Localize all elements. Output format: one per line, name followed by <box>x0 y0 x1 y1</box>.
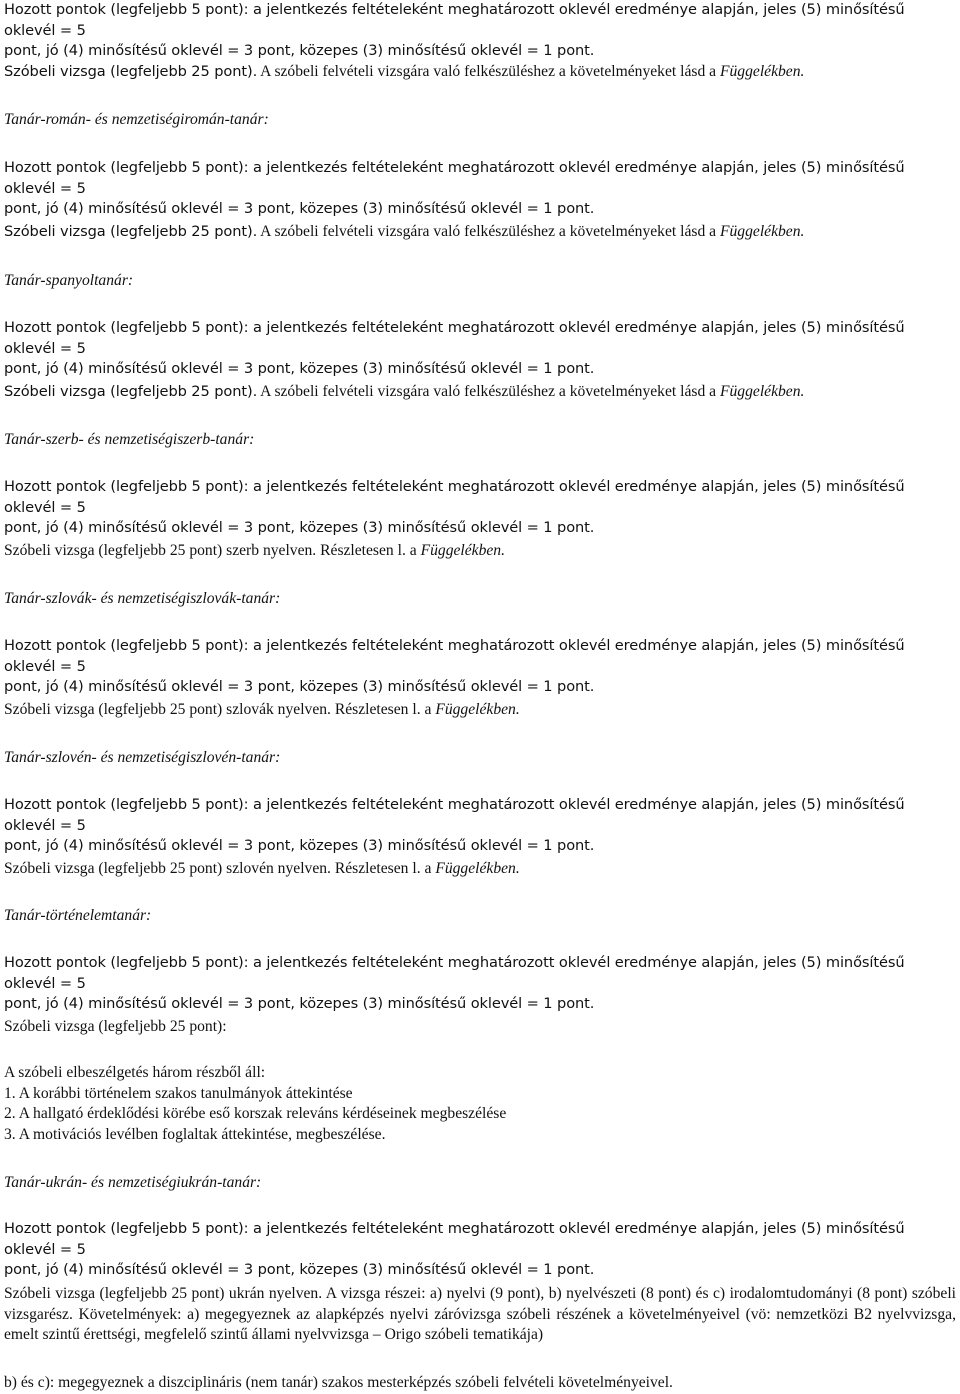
hozott-line-1: Hozott pontok (legfeljebb 5 pont): a jelentkezés feltételeként meghatározott oklevél eredménye alapján, jeles (5) minősítésű oklevél = 5 <box>4 319 905 357</box>
section-szloven <box>4 748 956 769</box>
szlovak-hozott <box>4 636 956 698</box>
ukran-final-paragraph: b) és c): megegyeznek a diszciplináris (nem tanár) szakos mesterképzés szóbeli felvételi követelményeivel. <box>4 1374 673 1391</box>
hozott-line-2: pont, jó (4) minősítésű oklevél = 3 pont, közepes (3) minősítésű oklevél = 1 pont. <box>4 200 595 217</box>
list-item: 3. A motivációs levélben foglaltak áttekintése, megbeszélése. <box>4 1125 386 1143</box>
section-szlovak <box>4 589 956 610</box>
hozott-pontok-paragraph <box>4 318 956 380</box>
szerb-hozott <box>4 477 956 539</box>
szobeli-paragraph <box>4 1017 956 1038</box>
section-szerb <box>4 430 956 451</box>
szobeli-prefix: Szóbeli vizsga (legfeljebb 25 pont). <box>4 223 258 240</box>
szobeli-exam: Szóbeli vizsga (legfeljebb 25 pont): <box>4 1018 227 1035</box>
tortenelem-hozott <box>4 953 956 1015</box>
section-title-spanyol: Tanár-spanyoltanár: <box>4 272 134 289</box>
list-intro: A szóbeli elbeszélgetés három részből áll: <box>4 1064 266 1081</box>
hozott-pontok-paragraph <box>4 953 956 1015</box>
hozott-line-1: Hozott pontok (legfeljebb 5 pont): a jelentkezés feltételeként meghatározott oklevél eredménye alapján, jeles (5) minősítésű oklevél = 5 <box>4 159 905 197</box>
fuggelek-ref: Függelékben. <box>435 701 520 718</box>
hozott-pontok-paragraph <box>4 477 956 539</box>
section-ukran <box>4 1173 956 1194</box>
szobeli-prefix: Szóbeli vizsga (legfeljebb 25 pont). <box>4 63 258 80</box>
hozott-line-2: pont, jó (4) minősítésű oklevél = 3 pont, közepes (3) minősítésű oklevél = 1 pont. <box>4 678 595 695</box>
szobeli-rest: A szóbeli felvételi vizsgára való felkészüléshez a követelményeket lásd a <box>257 383 720 400</box>
fuggelek-ref: Függelékben. <box>420 542 506 559</box>
hozott-pontok-paragraph <box>4 1219 956 1281</box>
section-title-roman: Tanár-román- és nemzetiségiromán-tanár: <box>4 111 269 128</box>
block-intro <box>4 0 956 62</box>
tortenelem-list-block <box>4 1063 956 1145</box>
ukran-exam <box>4 1284 956 1346</box>
hozott-line-2: pont, jó (4) minősítésű oklevél = 3 pont, közepes (3) minősítésű oklevél = 1 pont. <box>4 519 595 536</box>
szobeli-prefix: Szóbeli vizsga (legfeljebb 25 pont). <box>4 383 258 400</box>
section-title-tortenelem: Tanár-történelemtanár: <box>4 907 152 924</box>
szobeli-paragraph <box>4 700 956 721</box>
szloven-exam <box>4 859 956 880</box>
list-item: 2. A hallgató érdeklődési körébe eső korszak releváns kérdéseinek megbeszélése <box>4 1105 507 1122</box>
hozott-pontok-paragraph <box>4 795 956 857</box>
hozott-pontok-paragraph <box>4 158 956 220</box>
ukran-hozott <box>4 1219 956 1281</box>
section-roman <box>4 110 956 131</box>
szerb-exam <box>4 541 956 562</box>
fuggelek-ref: Függelékben. <box>435 860 520 877</box>
szobeli-rest: A szóbeli felvételi vizsgára való felkészüléshez a követelményeket lásd a <box>257 223 720 240</box>
reszletesen-text: Részletesen l. a <box>330 701 436 718</box>
hozott-line-1: Hozott pontok (legfeljebb 5 pont): a jelentkezés feltételeként meghatározott oklevél eredménye alapján, jeles (5) minősítésű oklevél = 5 <box>4 954 905 992</box>
hozott-line-2: pont, jó (4) minősítésű oklevél = 3 pont, közepes (3) minősítésű oklevél = 1 pont. <box>4 42 595 59</box>
szobeli-exam: Szóbeli vizsga (legfeljebb 25 pont) szerb nyelven. <box>4 542 317 559</box>
reszletesen-text: Részletesen l. a <box>316 542 421 559</box>
hozott-line-1: Hozott pontok (legfeljebb 5 pont): a jelentkezés feltételeként meghatározott oklevél eredménye alapján, jeles (5) minősítésű oklevél = 5 <box>4 796 905 834</box>
hozott-pontok-paragraph <box>4 0 956 62</box>
section-title-szerb: Tanár-szerb- és nemzetiségiszerb-tanár: <box>4 431 255 448</box>
tortenelem-exam <box>4 1017 956 1038</box>
szobeli-paragraph <box>4 541 956 562</box>
szobeli-paragraph <box>4 62 956 83</box>
section-tortenelem <box>4 906 956 927</box>
hozott-line-2: pont, jó (4) minősítésű oklevél = 3 pont, közepes (3) minősítésű oklevél = 1 pont. <box>4 837 595 854</box>
szloven-hozott <box>4 795 956 857</box>
spanyol-exam <box>4 382 956 403</box>
section-spanyol <box>4 271 956 292</box>
hozott-line-1: Hozott pontok (legfeljebb 5 pont): a jelentkezés feltételeként meghatározott oklevél eredménye alapján, jeles (5) minősítésű oklevél = 5 <box>4 637 905 675</box>
ukran-exam-part1: Szóbeli vizsga (legfeljebb 25 pont) ukrán nyelven. <box>4 1285 323 1302</box>
szobeli-paragraph <box>4 859 956 880</box>
section-title-szlovak: Tanár-szlovák- és nemzetiségiszlovák-tanár: <box>4 590 281 607</box>
roman-exam <box>4 222 956 243</box>
list-item: 1. A korábbi történelem szakos tanulmányok áttekintése <box>4 1084 353 1102</box>
fuggelek-ref: Függelékben. <box>719 383 805 400</box>
szobeli-paragraph <box>4 382 956 403</box>
szobeli-paragraph <box>4 222 956 243</box>
block-intro-exam <box>4 62 956 83</box>
hozott-line-2: pont, jó (4) minősítésű oklevél = 3 pont, közepes (3) minősítésű oklevél = 1 pont. <box>4 995 595 1012</box>
fuggelek-ref: Függelékben. <box>719 63 805 80</box>
ukran-final <box>4 1373 956 1394</box>
roman-hozott <box>4 158 956 220</box>
szobeli-exam: Szóbeli vizsga (legfeljebb 25 pont) szlovén nyelven. <box>4 860 331 877</box>
section-title-szloven: Tanár-szlovén- és nemzetiségiszlovén-tanár: <box>4 749 281 766</box>
reszletesen-text: Részletesen l. a <box>330 860 436 877</box>
szobeli-rest: A szóbeli felvételi vizsgára való felkészüléshez a követelményeket lásd a <box>257 63 720 80</box>
hozott-line-2: pont, jó (4) minősítésű oklevél = 3 pont, közepes (3) minősítésű oklevél = 1 pont. <box>4 360 595 377</box>
hozott-pontok-paragraph <box>4 636 956 698</box>
szlovak-exam <box>4 700 956 721</box>
hozott-line-2: pont, jó (4) minősítésű oklevél = 3 pont, közepes (3) minősítésű oklevél = 1 pont. <box>4 1261 595 1278</box>
hozott-line-1: Hozott pontok (legfeljebb 5 pont): a jelentkezés feltételeként meghatározott oklevél eredménye alapján, jeles (5) minősítésű oklevél = 5 <box>4 1 905 39</box>
hozott-line-1: Hozott pontok (legfeljebb 5 pont): a jelentkezés feltételeként meghatározott oklevél eredménye alapján, jeles (5) minősítésű oklevél = 5 <box>4 478 905 516</box>
section-title-ukran: Tanár-ukrán- és nemzetiségiukrán-tanár: <box>4 1174 262 1191</box>
ukran-exam-paragraph <box>4 1284 956 1346</box>
szobeli-exam: Szóbeli vizsga (legfeljebb 25 pont) szlovák nyelven. <box>4 701 331 718</box>
tortenelem-list <box>4 1084 956 1146</box>
fuggelek-ref: Függelékben. <box>719 223 805 240</box>
hozott-line-1: Hozott pontok (legfeljebb 5 pont): a jelentkezés feltételeként meghatározott oklevél eredménye alapján, jeles (5) minősítésű oklevél = 5 <box>4 1220 905 1258</box>
ukran-exam-part2: A vizsga részei: a) nyelvi (9 pont), b) nyelvészeti (8 pont) és c) irodalomtudományi (8 pont) szóbeli vizsgarész. Követelmények: a) megegyeznek az alapképzés nyelvi záróvizsga szóbeli részének a követelményeivel (vö: nemzetközi B2 nyelvvizsga, emelt szintű érettségi, megfelelő szintű állami nyelvvizsga – Origo szóbeli tematikája) <box>4 1285 956 1343</box>
spanyol-hozott <box>4 318 956 380</box>
